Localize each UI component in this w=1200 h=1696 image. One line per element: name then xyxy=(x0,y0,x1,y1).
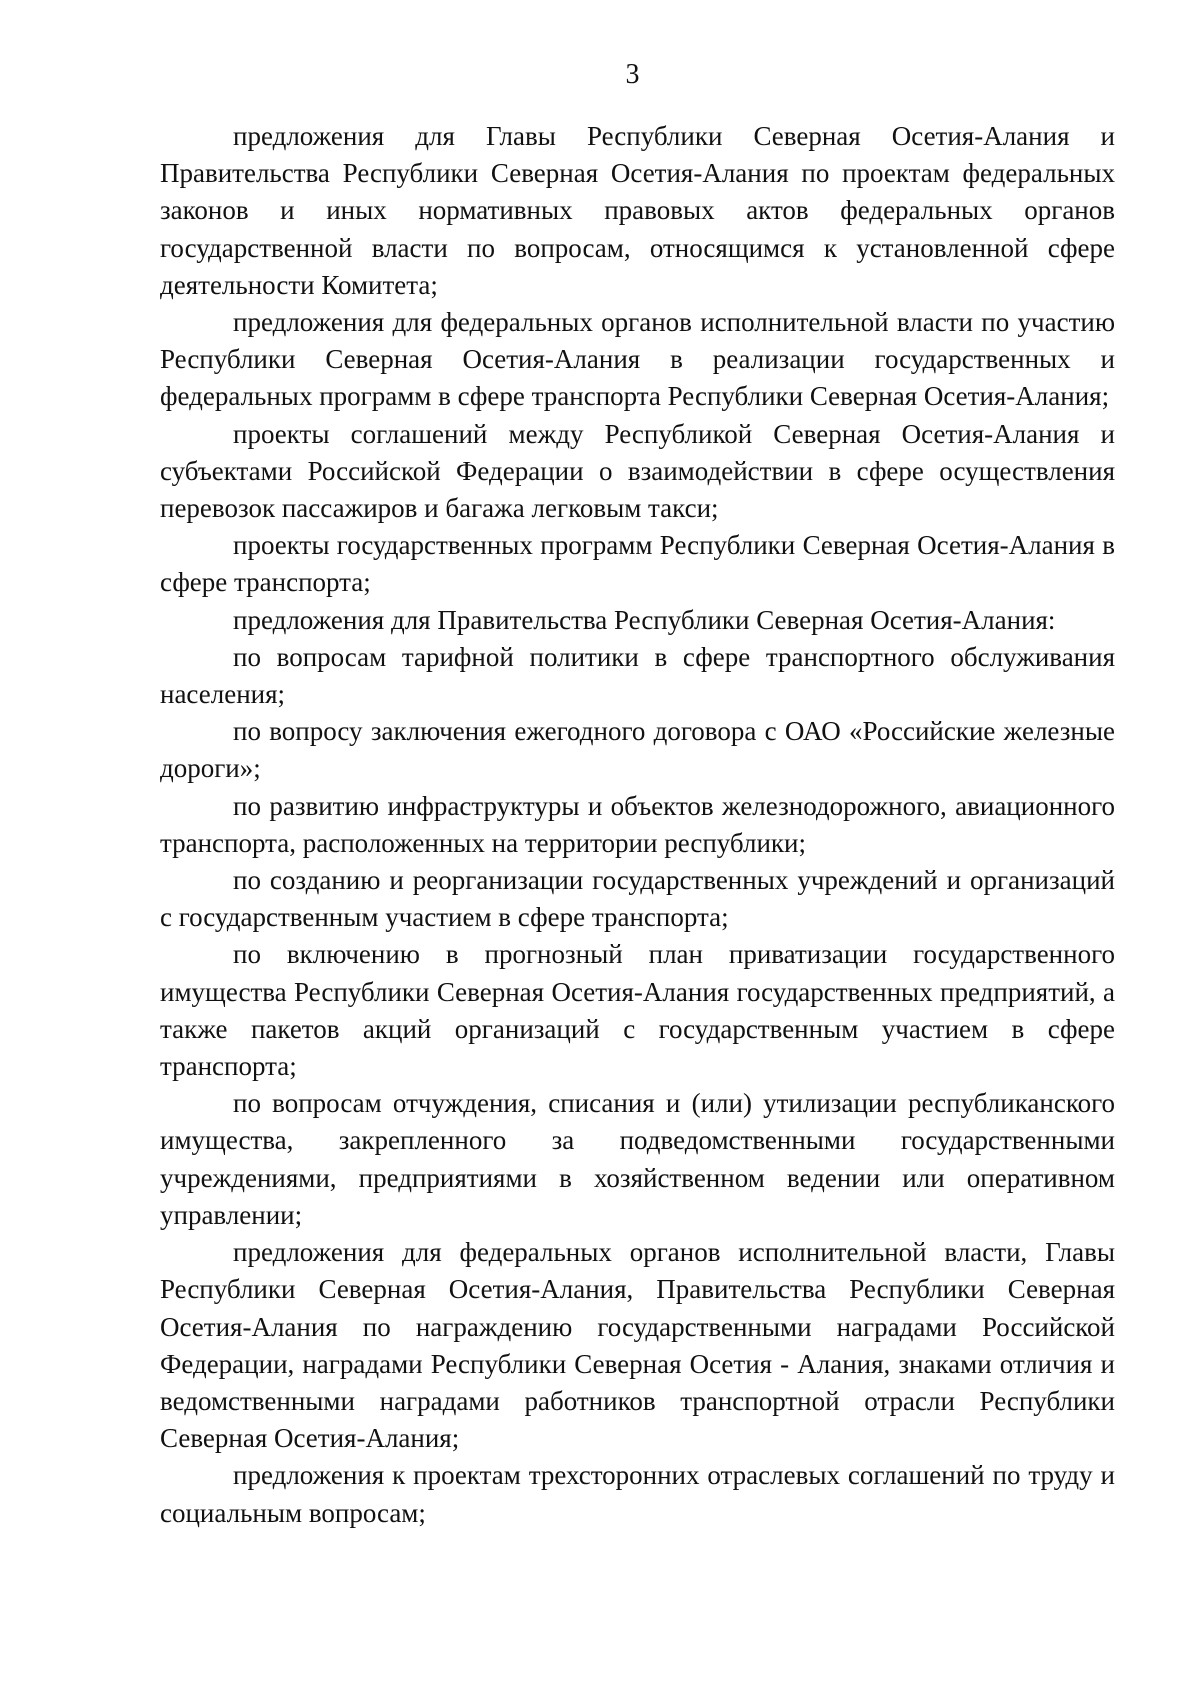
paragraph: предложения для федеральных органов исполнительной власти по участию Республики Северная Осетия-Алания в реализации государственных и федеральных программ в сфере транспорта Республики Северная Осетия-Алания; xyxy=(160,307,1115,412)
document-body xyxy=(160,118,1115,1532)
page-number: 3 xyxy=(625,59,640,90)
paragraph: по вопросам тарифной политики в сфере транспортного обслуживания населения; xyxy=(160,641,1115,710)
paragraph: проекты соглашений между Республикой Северная Осетия-Алания и субъектами Российской Федерации о взаимодействии в сфере осуществления перевозок пассажиров и багажа легковым такси; xyxy=(160,418,1115,524)
paragraph: предложения к проектам трехсторонних отраслевых соглашений по труду и социальным вопросам; xyxy=(160,1460,1115,1528)
paragraph: предложения для Правительства Республики Северная Осетия-Алания: xyxy=(233,604,1056,635)
paragraph: по вопросу заключения ежегодного договора с ОАО «Российские железные дороги»; xyxy=(160,716,1115,784)
paragraph: по вопросам отчуждения, списания и (или) утилизации республиканского имущества, закрепленного за подведомственными государственными учреждениями, предприятиями в хозяйственном ведении или оперативном управлении; xyxy=(160,1088,1115,1230)
paragraph: по развитию инфраструктуры и объектов железнодорожного, авиационного транспорта, расположенных на территории республики; xyxy=(160,790,1115,858)
paragraph: предложения для Главы Республики Северная Осетия-Алания и Правительства Республики Северная Осетия-Алания по проектам федеральных законов и иных нормативных правовых актов федеральных органов государственной власти по вопросам, относящимся к установленной сфере деятельности Комитета; xyxy=(160,121,1115,300)
paragraph: предложения для федеральных органов исполнительной власти, Главы Республики Северная Осетия-Алания, Правительства Республики Северная Осетия-Алания по награждению государственными наградами Российской Федерации, наградами Республики Северная Осетия - Алания, знаками отличия и ведомственными наградами работников транспортной отрасли Республики Северная Осетия-Алания; xyxy=(160,1237,1115,1454)
paragraph: по включению в прогнозный план приватизации государственного имущества Республики Северная Осетия-Алания государственных предприятий, а также пакетов акций организаций с государственным участием в сфере транспорта; xyxy=(160,939,1115,1082)
paragraph: проекты государственных программ Республики Северная Осетия-Алания в сфере транспорта; xyxy=(160,530,1115,598)
paragraph: по созданию и реорганизации государственных учреждений и организаций с государственным участием в сфере транспорта; xyxy=(160,865,1115,933)
